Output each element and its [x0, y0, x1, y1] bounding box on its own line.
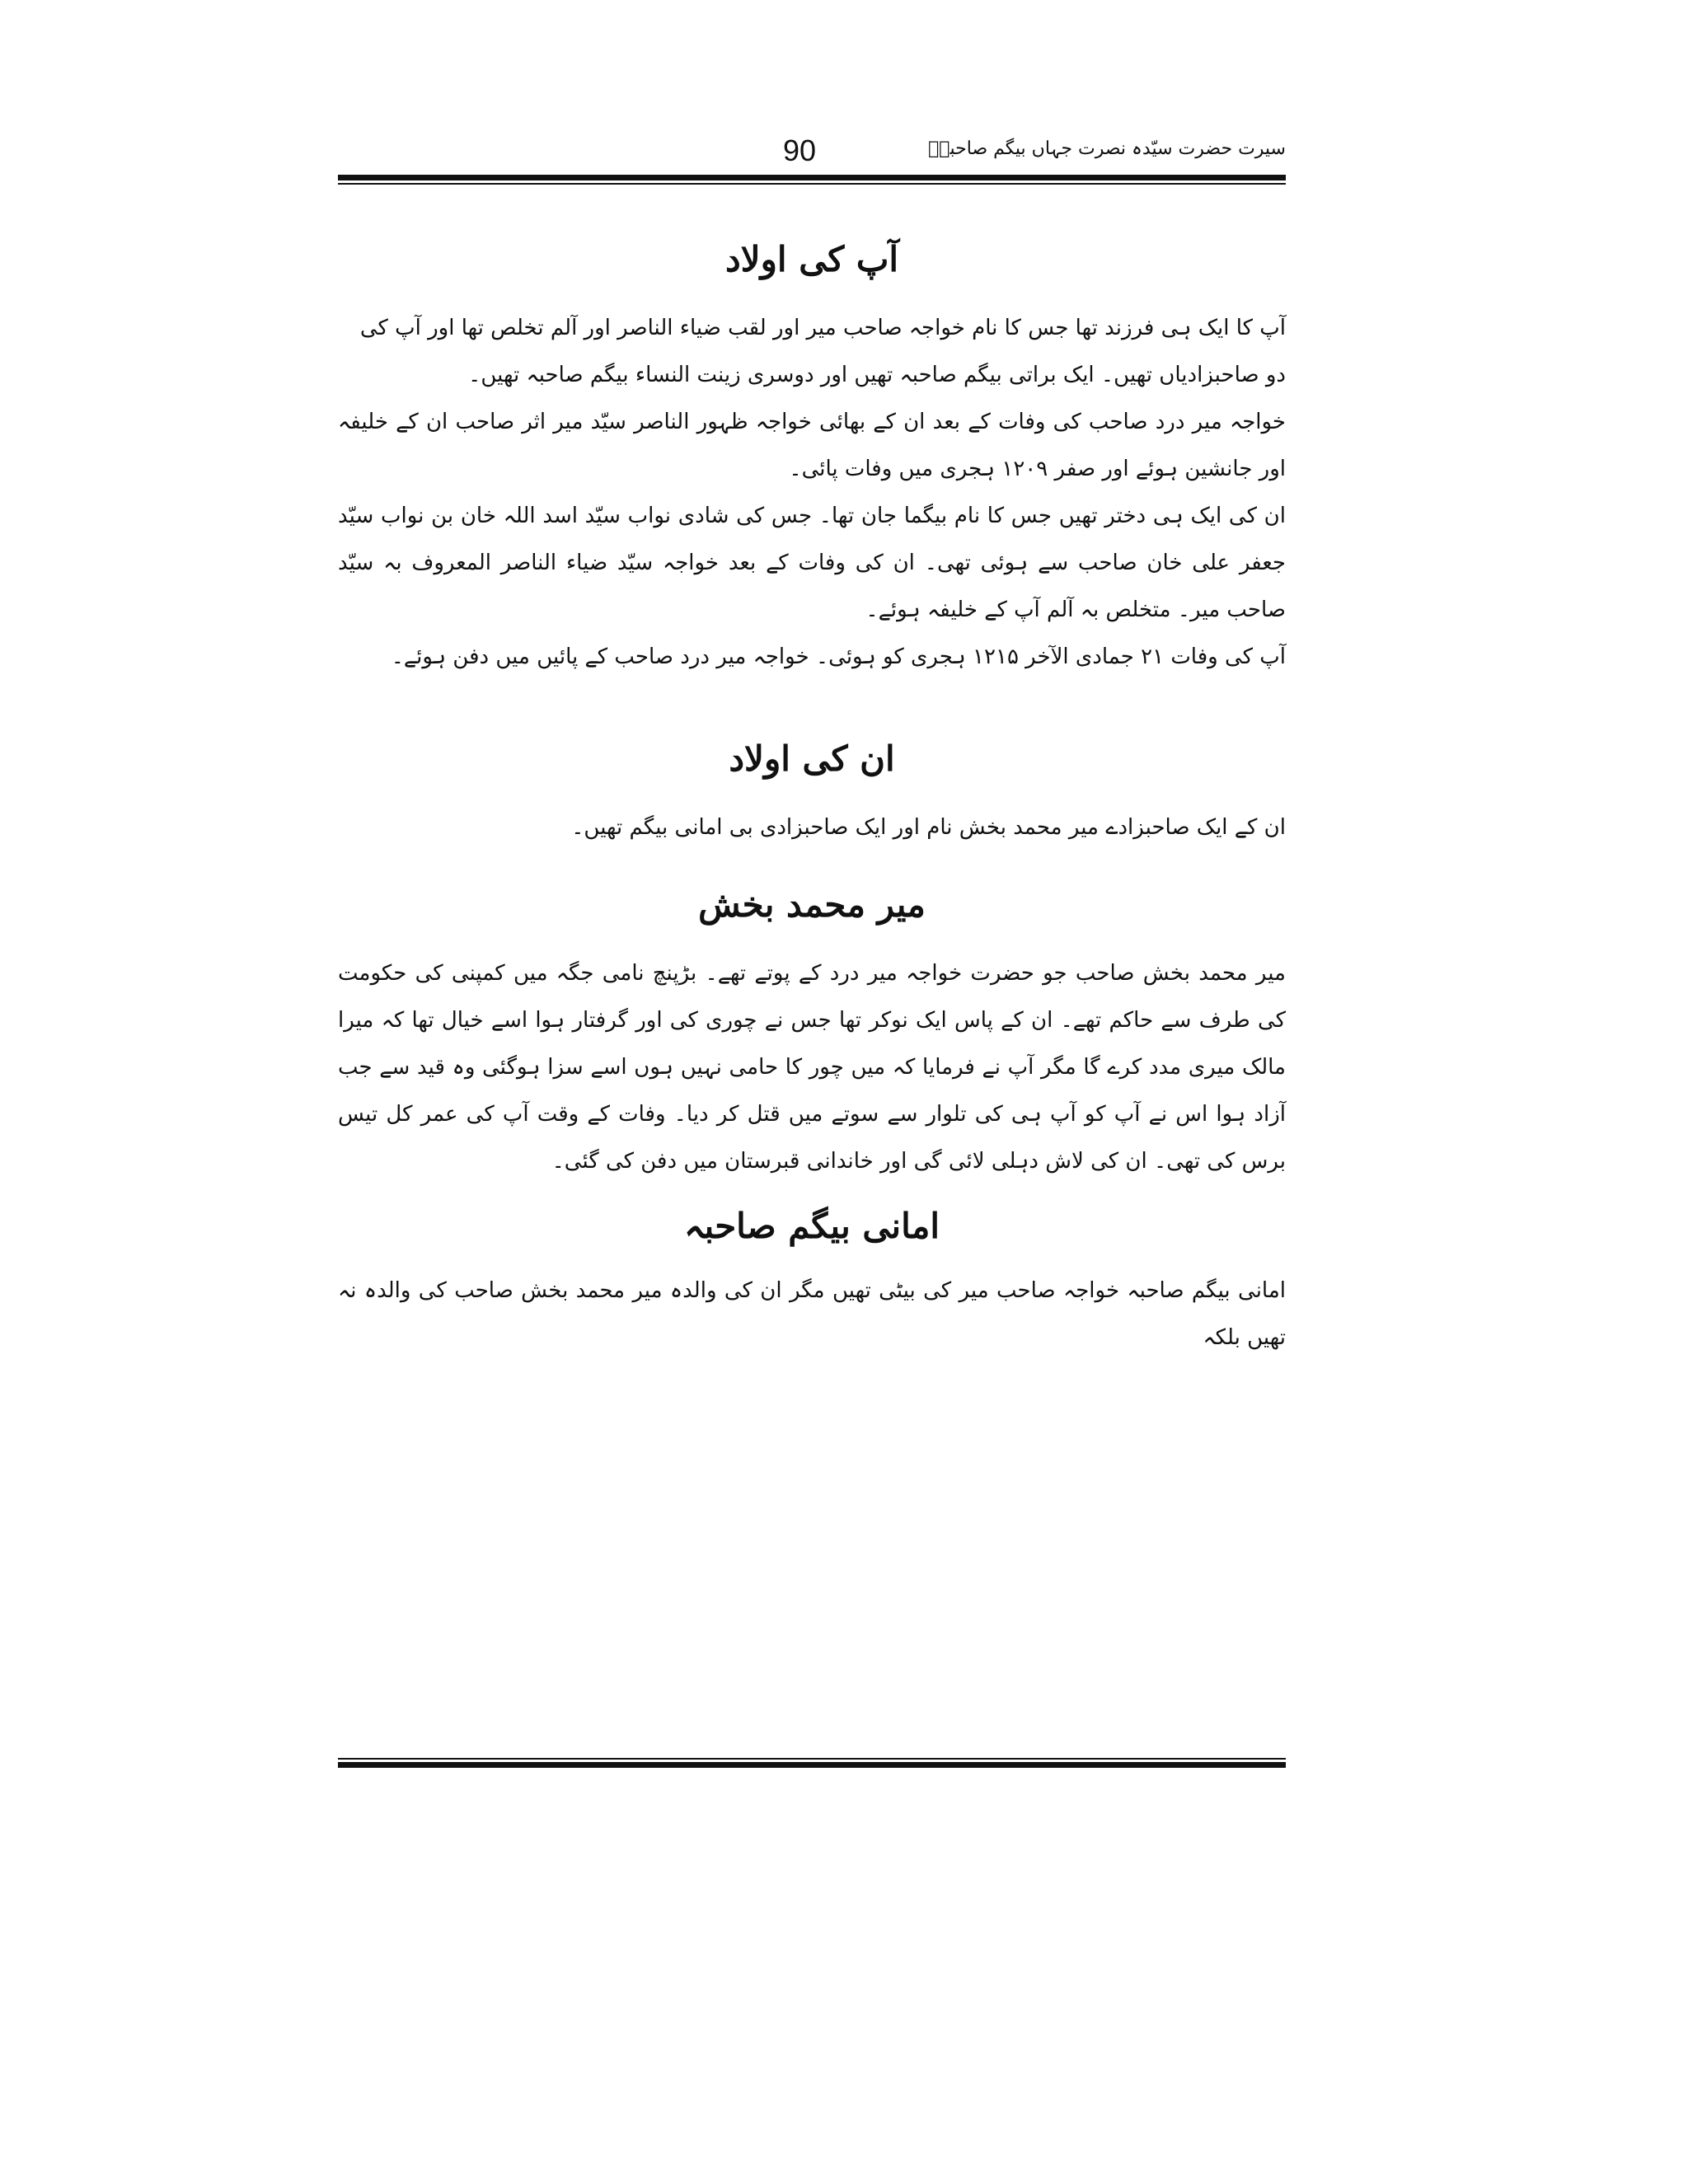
section-heading: امانی بیگم صاحبہ: [683, 1206, 940, 1246]
paragraph: ان کے ایک صاحبزادے میر محمد بخش نام اور ایک صاحبزادی بی امانی بیگم تھیں۔: [571, 815, 1286, 840]
section-heading: ان کی اولاد: [729, 738, 895, 779]
page-number: 90: [783, 134, 817, 167]
running-title: سیرت حضرت سیّدہ نصرت جہاں بیگم صاحبہؓ: [928, 138, 1286, 159]
page-body: [338, 214, 1286, 1361]
paragraph: آپ کی وفات ۲۱ جمادی الآخر ۱۲۱۵ ہجری کو ہوئی۔ خواجہ میر درد صاحب کے پائیں میں دفن ہوئے۔: [391, 644, 1286, 669]
paragraph: ان کی ایک ہی دختر تھیں جس کا نام بیگما جان تھا۔ جس کی شادی نواب سیّد اسد اللہ خان بن نواب سیّد جعفر علی خان صاحب سے ہوئی تھی۔ ان کی وفات کے بعد خواجہ سیّد ضیاء الناصر المعروف بہ سیّد صاحب میر۔ متخلص بہ آلم آپ کے خلیفہ ہوئے۔: [338, 504, 1286, 622]
paragraph: خواجہ میر درد صاحب کی وفات کے بعد ان کے بھائی خواجہ ظہور الناصر سیّد میر اثر صاحب ان کے خلیفہ اور جانشین ہوئے اور صفر ۱۲۰۹ ہجری میں وفات پائی۔: [338, 410, 1286, 481]
footer-rule: [338, 1758, 1286, 1768]
section-heading: آپ کی اولاد: [724, 239, 899, 279]
paragraph: میر محمد بخش صاحب جو حضرت خواجہ میر درد کے پوتے تھے۔ بڑپنچ نامی جگہ میں کمپنی کی حکومت کی طرف سے حاکم تھے۔ ان کے پاس ایک نوکر تھا جس نے چوری کی اور گرفتار ہوا اسے خیال تھا کہ میرا مالک میری مدد کرے گا مگر آپ نے فرمایا کہ میں چور کا حامی نہیں ہوں اسے سزا ہوگئی وہ قید سے جب آزاد ہوا اس نے آپ کو آپ ہی کی تلوار سے سوتے میں قتل کر دیا۔ وفات کے وقت آپ کی عمر کل تیس برس کی تھی۔ ان کی لاش دہلی لائی گی اور خاندانی قبرستان میں دفن کی گئی۔: [338, 961, 1286, 1174]
section-heading: میر محمد بخش: [698, 884, 926, 925]
paragraph: امانی بیگم صاحبہ خواجہ صاحب میر کی بیٹی تھیں مگر ان کی والدہ میر محمد بخش صاحب کی والدہ نہ تھیں بلکہ: [338, 1278, 1286, 1350]
header-rule: [338, 175, 1286, 185]
running-header: [338, 134, 1286, 175]
paragraph: آپ کا ایک ہی فرزند تھا جس کا نام خواجہ صاحب میر اور لقب ضیاء الناصر اور آلم تخلص تھا اور آپ کی دو صاحبزادیاں تھیں۔ ایک براتی بیگم صاحبہ تھیں اور دوسری زینت النساء بیگم صاحبہ تھیں۔: [359, 316, 1286, 387]
